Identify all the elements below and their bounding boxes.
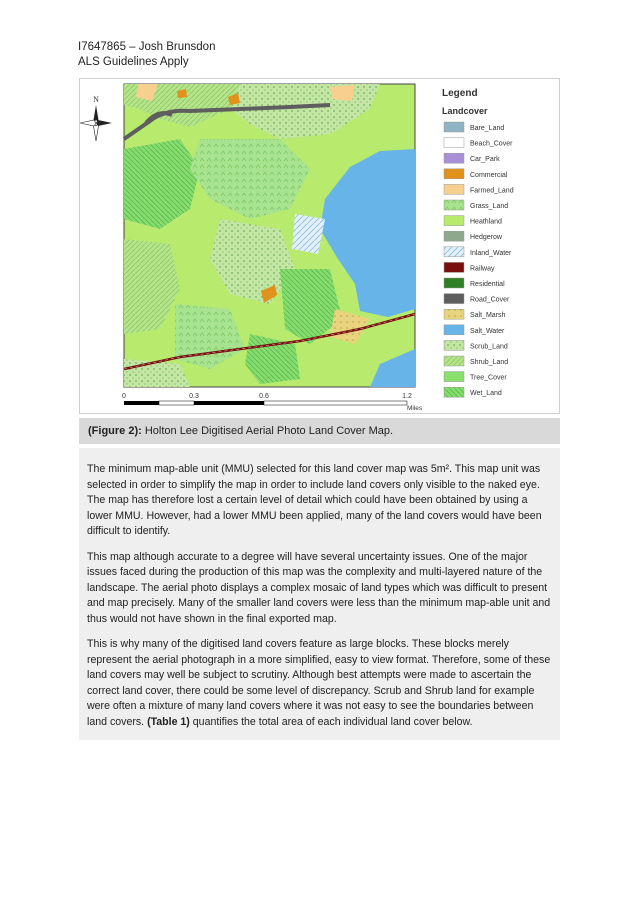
legend-label-residential: Residential — [470, 281, 505, 288]
legend-label-salt-marsh: Salt_Marsh — [470, 312, 506, 320]
document-header — [78, 40, 215, 70]
legend-label-scrub-land: Scrub_Land — [470, 343, 508, 351]
legend-swatch-salt-marsh — [444, 309, 464, 319]
legend-swatch-grass-land — [444, 200, 464, 210]
paragraph-blocks-text: This is why many of the digitised land covers feature as large blocks. These blocks merely represent the aerial photograph in a more simplified, easy to view format. Therefore, some of these land covers may well be subject to scrutiny. Although best attempts were made to ascertain the correct land cover, there could be some level of discrepancy. Scrub and Shrub land for example were often a mixture of many land covers where it was not easy to see the boundaries between land covers. — [87, 638, 551, 728]
scale-tick-1: 0.3 — [189, 393, 199, 400]
legend-swatch-car-park — [444, 153, 464, 163]
legend-label-beach-cover: Beach_Cover — [470, 140, 513, 148]
paragraph-blocks — [87, 637, 552, 730]
legend-swatch-residential — [444, 278, 464, 288]
legend-label-tree-cover: Tree_Cover — [470, 374, 507, 382]
legend-swatch-bare-land — [444, 122, 464, 132]
legend-swatch-shrub-land — [444, 356, 464, 366]
legend-title: Legend — [442, 88, 478, 99]
figure-label: (Figure 2): — [88, 425, 142, 437]
figure-caption-text: Holton Lee Digitised Aerial Photo Land Cover Map. — [141, 425, 394, 437]
legend-swatch-wet-land — [444, 387, 464, 397]
paragraph-uncertainty: This map although accurate to a degree will have several uncertainty issues. One of the major issues faced during the production of this map was the complexity and multi-layered nature of the landscape. The aerial photo displays a complex mosaic of land types which was difficult to present and map precisely. Many of the smaller land covers were less than the minimum map-able unit and thus would not have shown in the final exported map. — [87, 550, 551, 625]
legend-swatch-railway — [444, 262, 464, 272]
legend-swatch-tree-cover — [444, 372, 464, 382]
legend-swatch-commercial — [444, 169, 464, 179]
legend-swatch-inland-water — [444, 247, 464, 257]
legend-label-hedgerow: Hedgerow — [470, 234, 502, 242]
legend-label-salt-water: Salt_Water — [470, 327, 505, 335]
legend-label-road-cover: Road_Cover — [470, 296, 510, 304]
legend-swatch-road-cover — [444, 294, 464, 304]
legend-swatch-salt-water — [444, 325, 464, 335]
map-legend — [442, 88, 514, 397]
legend-subtitle: Landcover — [442, 106, 488, 116]
paragraph-mmu: The minimum map-able unit (MMU) selected for this land cover map was 5m². This map unit was selected in order to simplify the map in order to include land covers only visible to the naked eye. The map has therefore lost a certain level of detail which could have been obtained by using a lower MMU. However, had a lower MMU been applied, many of the land covers would have been difficult to identify. — [87, 463, 542, 537]
legend-swatch-beach-cover — [444, 138, 464, 148]
map-canvas — [124, 84, 415, 387]
scale-unit: Miles — [407, 405, 423, 412]
scale-tick-2: 0.6 — [259, 393, 269, 400]
paragraph-blocks-tail: quantifies the total area of each individual land cover below. — [189, 715, 473, 728]
north-arrow-icon — [80, 95, 112, 141]
legend-swatch-hedgerow — [444, 231, 464, 241]
land-cover-map-figure — [79, 78, 560, 414]
land-cover-map — [80, 79, 559, 413]
legend-swatch-scrub-land — [444, 340, 464, 350]
body-text-box — [79, 448, 560, 740]
legend-swatch-heathland — [444, 216, 464, 226]
legend-label-farmed-land: Farmed_Land — [470, 187, 514, 195]
legend-label-car-park: Car_Park — [470, 156, 500, 164]
table-reference: (Table 1) — [147, 715, 190, 728]
legend-label-shrub-land: Shrub_Land — [470, 359, 509, 366]
scale-bar — [122, 393, 423, 412]
legend-label-bare-land: Bare_Land — [470, 125, 505, 132]
scale-tick-3: 1.2 — [402, 393, 412, 400]
legend-label-heathland: Heathland — [470, 218, 502, 226]
north-label: N — [93, 95, 99, 104]
figure-caption — [79, 418, 560, 444]
legend-label-wet-land: Wet_Land — [470, 390, 502, 398]
legend-label-inland-water: Inland_Water — [470, 249, 512, 257]
legend-swatch-farmed-land — [444, 184, 464, 194]
scale-tick-0: 0 — [122, 393, 126, 400]
student-id-line: I7647865 – Josh Brunsdon — [78, 41, 216, 53]
legend-label-railway: Railway — [470, 265, 495, 273]
guidelines-line: ALS Guidelines Apply — [78, 56, 189, 68]
legend-label-grass-land: Grass_Land — [470, 203, 509, 210]
legend-label-commercial: Commercial — [470, 171, 508, 179]
